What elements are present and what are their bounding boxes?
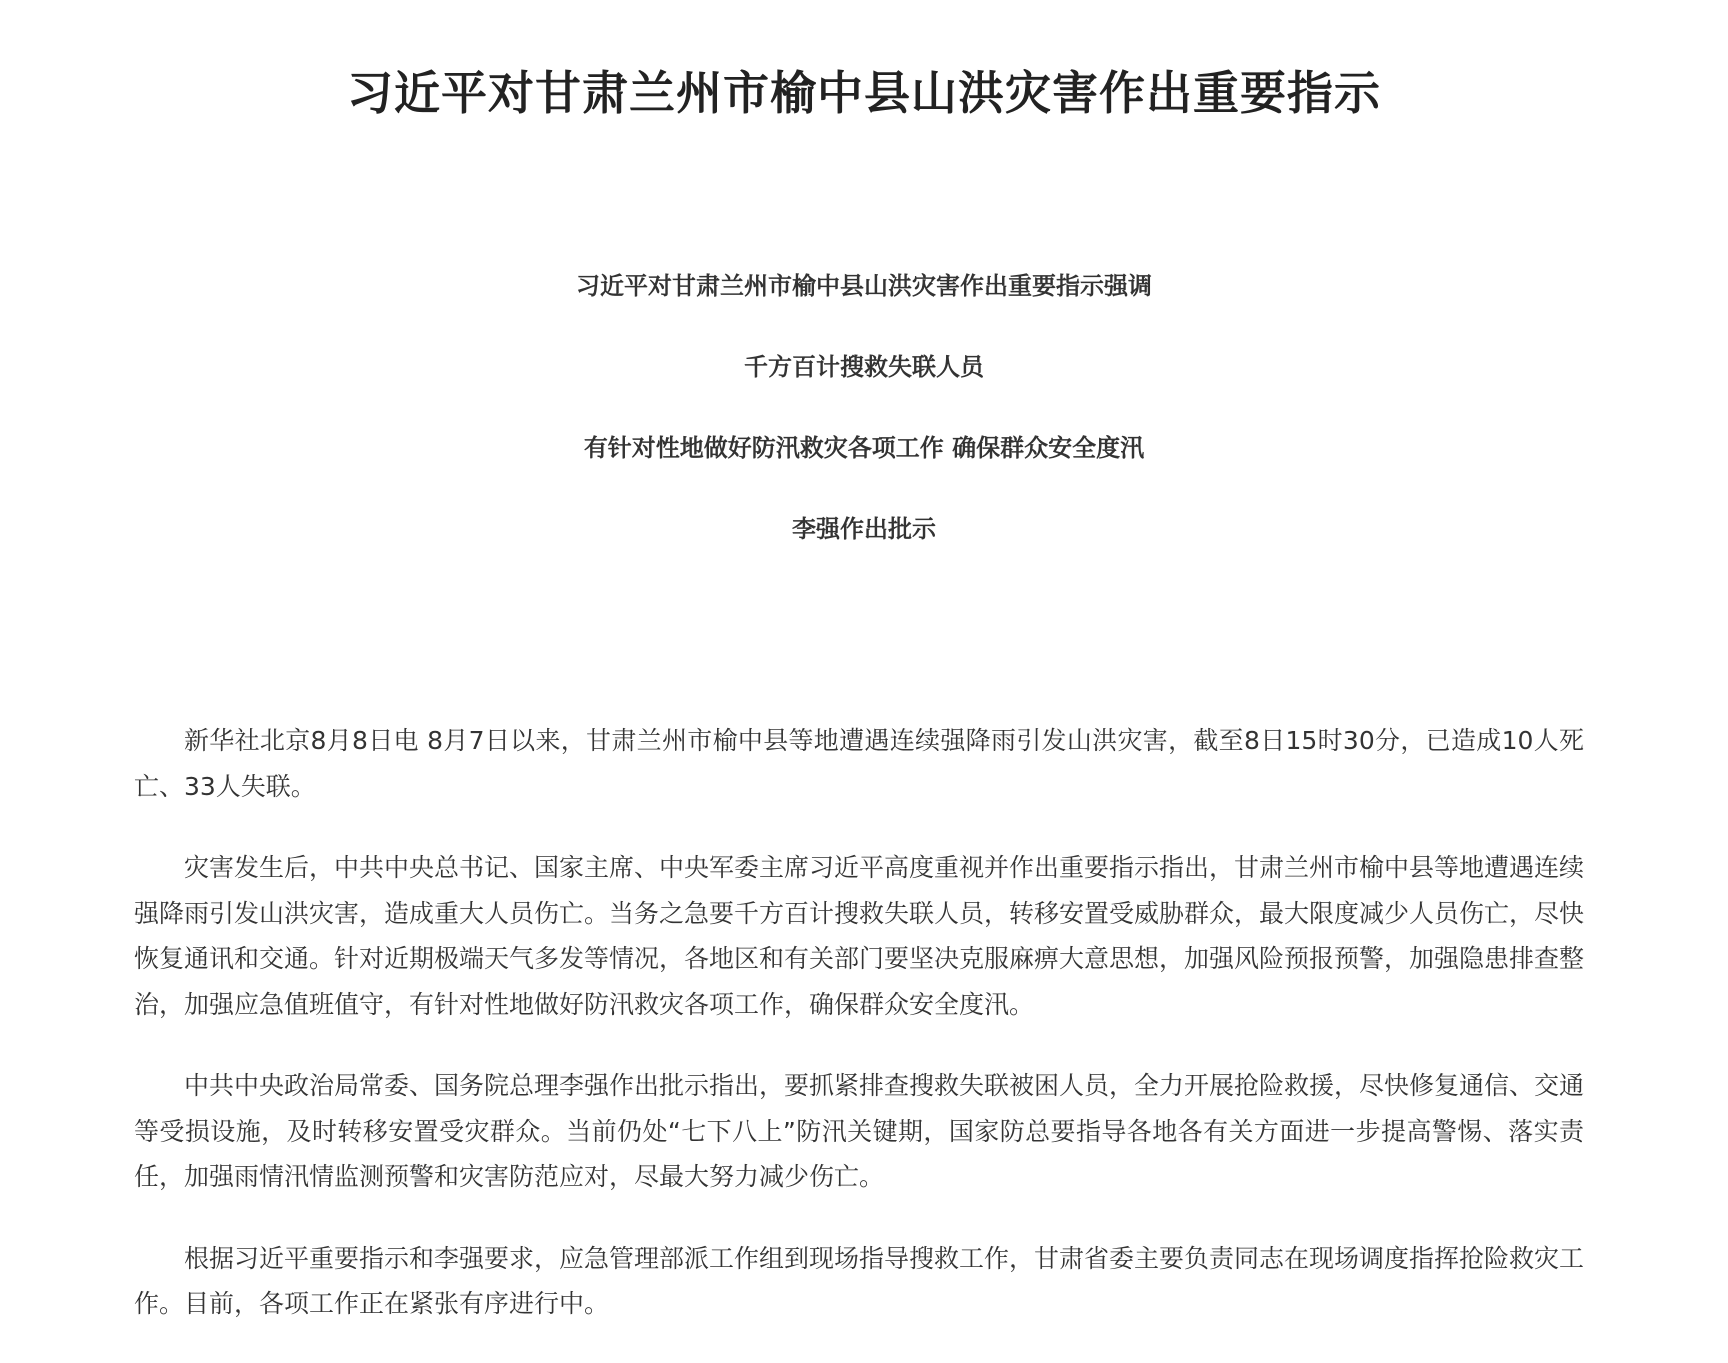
headline-group	[0, 270, 1728, 594]
paragraph-4: 根据习近平重要指示和李强要求，应急管理部派工作组到现场指导搜救工作，甘肃省委主要负责同志在现场调度指挥抢险救灾工作。目前，各项工作正在紧张有序进行中。	[134, 1243, 1585, 1318]
article-title: 习近平对甘肃兰州市榆中县山洪灾害作出重要指示	[347, 66, 1381, 120]
article-body	[134, 718, 1584, 1363]
paragraph-1: 新华社北京8月8日电 8月7日以来，甘肃兰州市榆中县等地遭遇连续强降雨引发山洪灾害，截至8日15时30分，已造成10人死亡、33人失联。	[134, 726, 1584, 801]
headline-4: 李强作出批示	[792, 515, 936, 543]
headline-2: 千方百计搜救失联人员	[744, 353, 984, 381]
paragraph-2: 灾害发生后，中共中央总书记、国家主席、中央军委主席习近平高度重视并作出重要指示指出，甘肃兰州市榆中县等地遭遇连续强降雨引发山洪灾害，造成重大人员伤亡。当务之急要千方百计搜救失联人员，转移安置受威胁群众，最大限度减少人员伤亡，尽快恢复通讯和交通。针对近期极端天气多发等情况，各地区和有关部门要坚决克服麻痹大意思想，加强风险预报预警，加强隐患排查整治，加强应急值班值守，有针对性地做好防汛救灾各项工作，确保群众安全度汛。	[134, 853, 1585, 1019]
paragraph-3: 中共中央政治局常委、国务院总理李强作出批示指出，要抓紧排查搜救失联被困人员，全力开展抢险救援，尽快修复通信、交通等受损设施，及时转移安置受灾群众。当前仍处“七下八上”防汛关键期，国家防总要指导各地各有关方面进一步提高警惕、落实责任，加强雨情汛情监测预警和灾害防范应对，尽最大努力减少伤亡。	[134, 1071, 1585, 1191]
headline-3: 有针对性地做好防汛救灾各项工作 确保群众安全度汛	[583, 434, 1145, 462]
headline-1: 习近平对甘肃兰州市榆中县山洪灾害作出重要指示强调	[576, 272, 1152, 300]
